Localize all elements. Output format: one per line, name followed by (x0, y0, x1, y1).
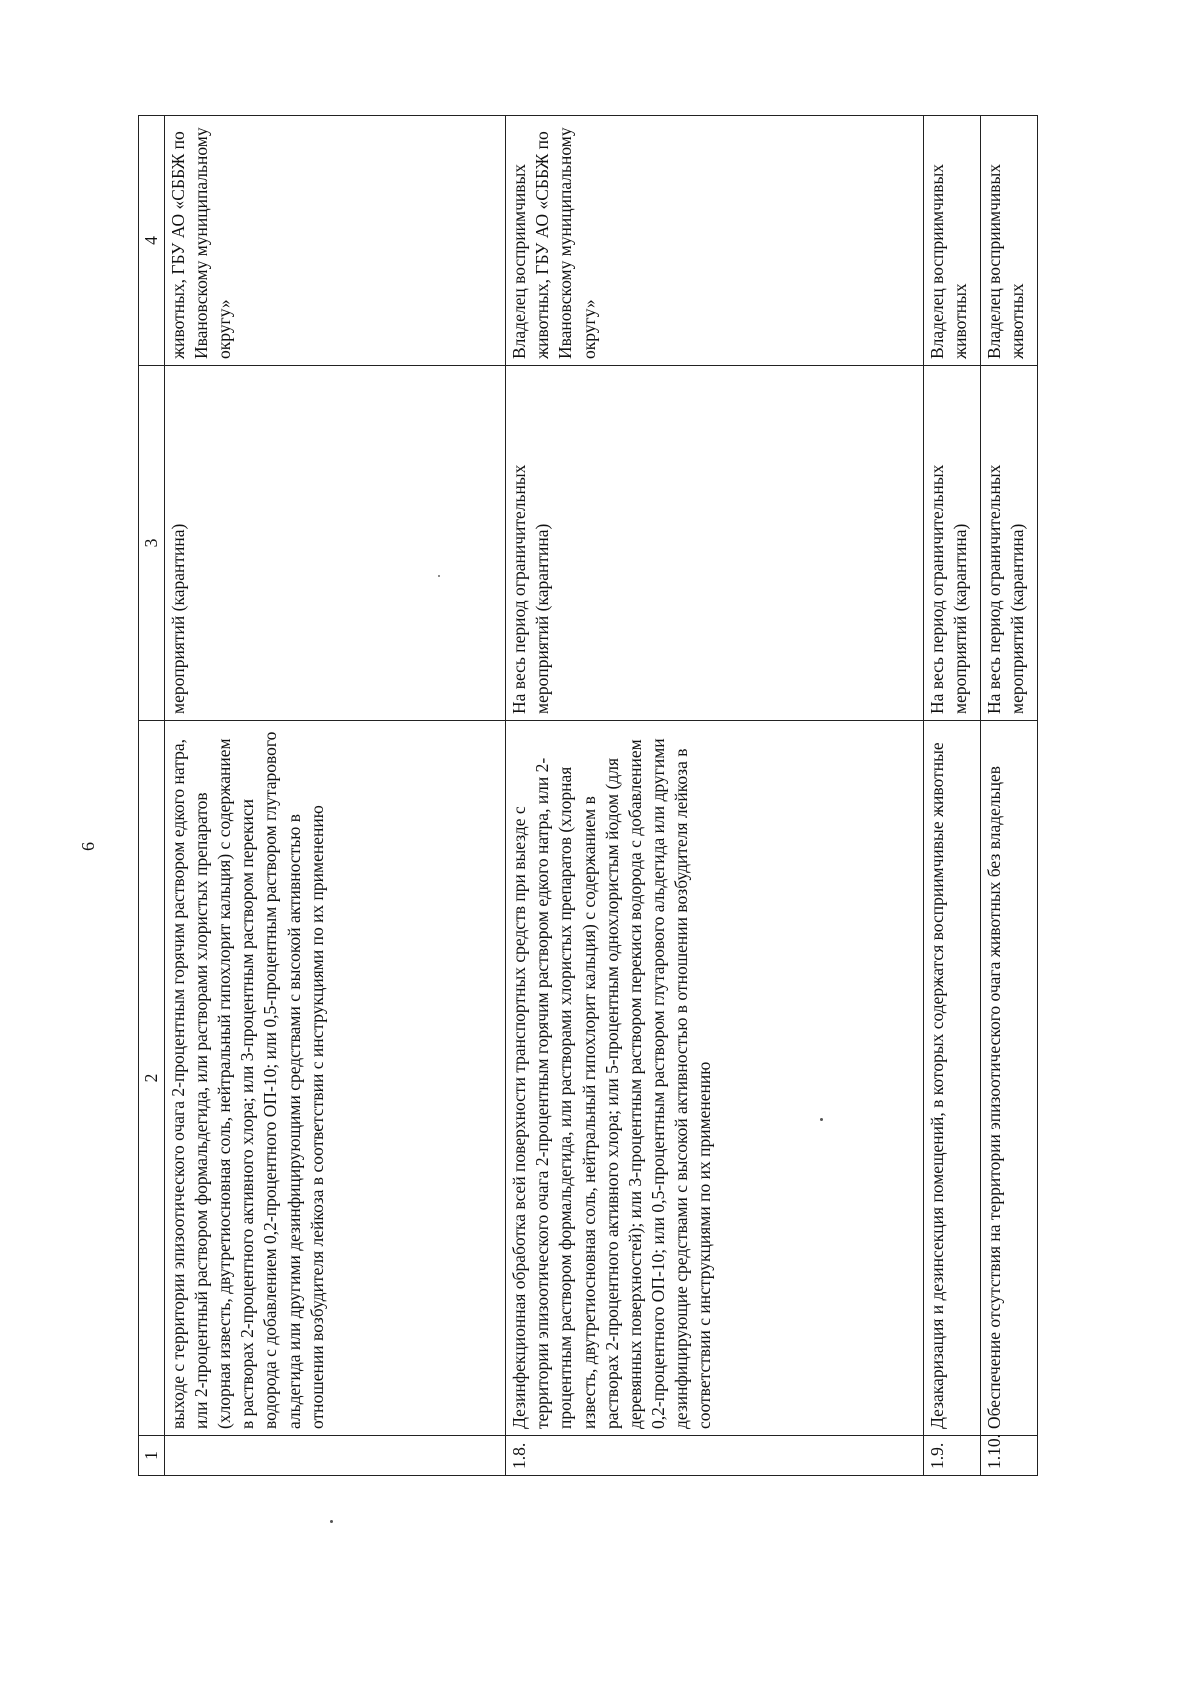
row-number: 1.10. (980, 1436, 1037, 1476)
table-row (980, 116, 1037, 1476)
measure-text: выходе с территории эпизоотического очага 2-процентным горячим раствором едкого натра, или 2-процентный раствором формальдегида, или растворами хлористых препаратов (хлорная известь, двутретиосновная соль, нейтральный гипохлорит кальция) с содержанием в растворах 2-процентного активного хлора; или 3-процентным раствором перекиси водорода с добавлением 0,2-процентного ОП-10; или 0,5-процентным раствором глутарового альдегида или другими дезинфицирующими средствами с высокой активностью в отношении возбудителя лейкоза в соответствии с инструкциями по их применению (165, 721, 506, 1436)
page-number: 6 (78, 842, 98, 851)
row-number: 1.9. (923, 1436, 980, 1476)
header-col-1: 1 (139, 1436, 165, 1476)
responsible-text: Владелец восприимчивых животных (923, 116, 980, 366)
table-row (506, 116, 924, 1476)
measures-table (138, 115, 1038, 1476)
header-col-3: 3 (139, 366, 165, 721)
responsible-text: животных, ГБУ АО «СББЖ по Ивановскому муниципальному округу» (165, 116, 506, 366)
period-text: мероприятий (карантина) (165, 366, 506, 721)
rotated-table-wrapper (138, 116, 1038, 1476)
period-text: На весь период ограничительных мероприятий (карантина) (506, 366, 924, 721)
scan-speck (438, 575, 440, 577)
row-number: 1.8. (506, 1436, 924, 1476)
measure-text: Обеспечение отсутствия на территории эпизоотического очага животных без владельцев (980, 721, 1037, 1436)
responsible-text: Владелец восприимчивых животных, ГБУ АО «СББЖ по Ивановскому муниципальному округу» (506, 116, 924, 366)
measure-text: Дезакаризация и дезинсекция помещений, в которых содержатся восприимчивые животные (923, 721, 980, 1436)
period-text: На весь период ограничительных мероприятий (карантина) (980, 366, 1037, 721)
measure-text: Дезинфекционная обработка всей поверхности транспортных средств при выезде с территории эпизоотического очага 2-процентным горячим раствором едкого натра, или 2-процентным раствором формальдегида, или растворами хлористых препаратов (хлорная известь, двутретиосновная соль, нейтральный гипохлорит кальция) с содержанием в растворах 2-процентного активного хлора; или 5-процентным однохлористым йодом (для деревянных поверхностей); или 3-процентным раствором перекиси водорода с добавлением 0,2-процентного ОП-10; или 0,5-процентным раствором глутарового альдегида или другими дезинфицирующие средствами с высокой активностью в отношении возбудителя лейкоза в соответствии с инструкциями по их применению (506, 721, 924, 1436)
period-text: На весь период ограничительных мероприятий (карантина) (923, 366, 980, 721)
scan-speck (330, 1520, 333, 1523)
responsible-text: Владелец восприимчивых животных (980, 116, 1037, 366)
table-row (923, 116, 980, 1476)
header-col-2: 2 (139, 721, 165, 1436)
row-number (165, 1436, 506, 1476)
table-header-row (139, 116, 165, 1476)
table-row (165, 116, 506, 1476)
scan-speck (820, 1118, 823, 1121)
header-col-4: 4 (139, 116, 165, 366)
